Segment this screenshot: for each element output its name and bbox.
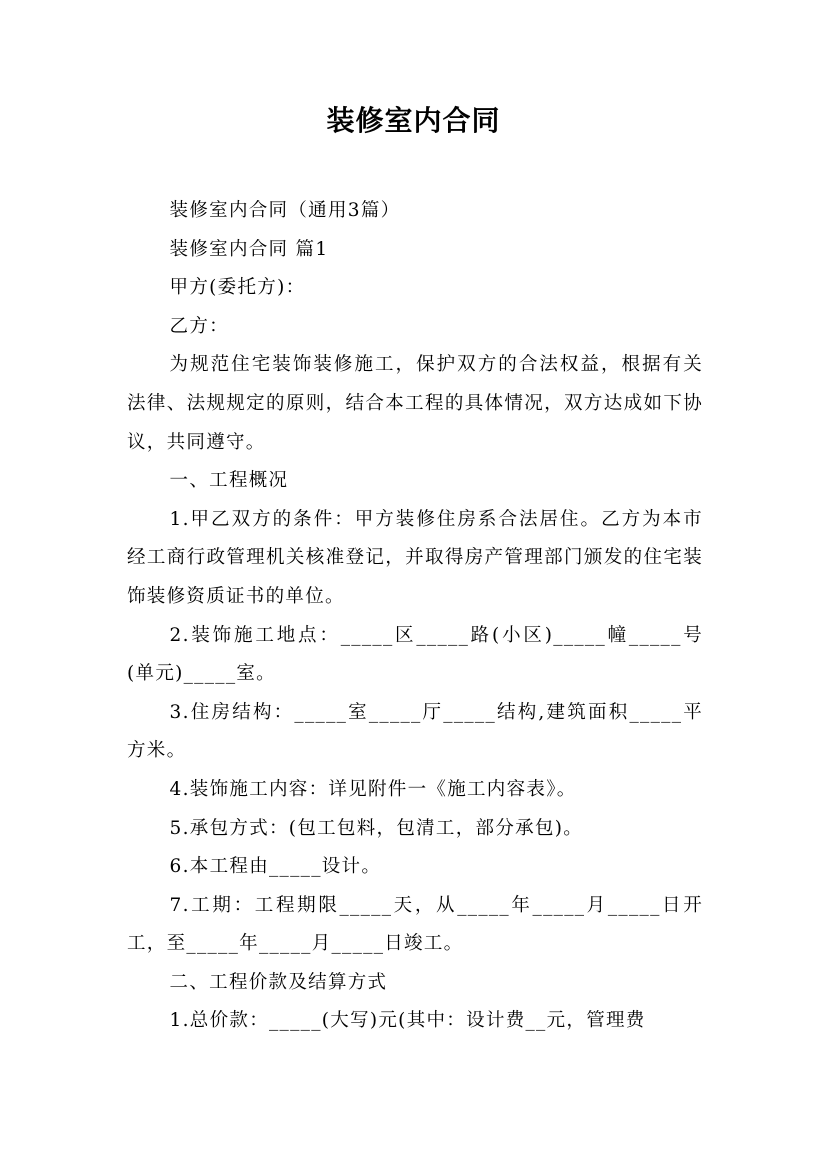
document-body: [127, 192, 703, 1041]
clause-1-4: 4.装饰施工内容：详见附件一《施工内容表》。: [169, 778, 577, 800]
paragraph-heading-part-1: 装修室内合同 篇1: [169, 238, 329, 260]
section-heading-project-overview: 一、工程概况: [169, 470, 289, 492]
clause-1-3: 3.住房结构：_____室_____厅_____结构,建筑面积_____平方米。: [127, 701, 703, 762]
clause-1-2: 2.装饰施工地点：_____区_____路(小区)_____幢_____号(单元)_____室。: [127, 624, 703, 685]
paragraph-heading-collection: 装修室内合同（通用3篇）: [169, 200, 401, 221]
paragraph-party-b: 乙方：: [169, 315, 229, 337]
paragraph-preamble: 为规范住宅装饰装修施工，保护双方的合法权益，根据有关法律、法规规定的原则，结合本工程的具体情况，双方达成如下协议，共同遵守。: [127, 354, 703, 453]
document-title: 装修室内合同: [326, 104, 501, 137]
clause-1-5: 5.承包方式：(包工包料，包清工，部分承包)。: [169, 817, 584, 839]
clause-1-1: 1.甲乙双方的条件：甲方装修住房系合法居住。乙方为本市经工商行政管理机关核准登记，并取得房产管理部门颁发的住宅装饰装修资质证书的单位。: [127, 508, 703, 607]
clause-1-6: 6.本工程由_____设计。: [169, 856, 382, 878]
section-heading-price-settlement: 二、工程价款及结算方式: [169, 971, 388, 993]
clause-2-1: 1.总价款：_____(大写)元(其中：设计费__元，管理费: [169, 1010, 646, 1032]
paragraph-party-a: 甲方(委托方)：: [169, 277, 306, 299]
clause-1-7: 7.工期：工程期限_____天，从_____年_____月_____日开工，至_____年_____月_____日竣工。: [127, 894, 703, 955]
